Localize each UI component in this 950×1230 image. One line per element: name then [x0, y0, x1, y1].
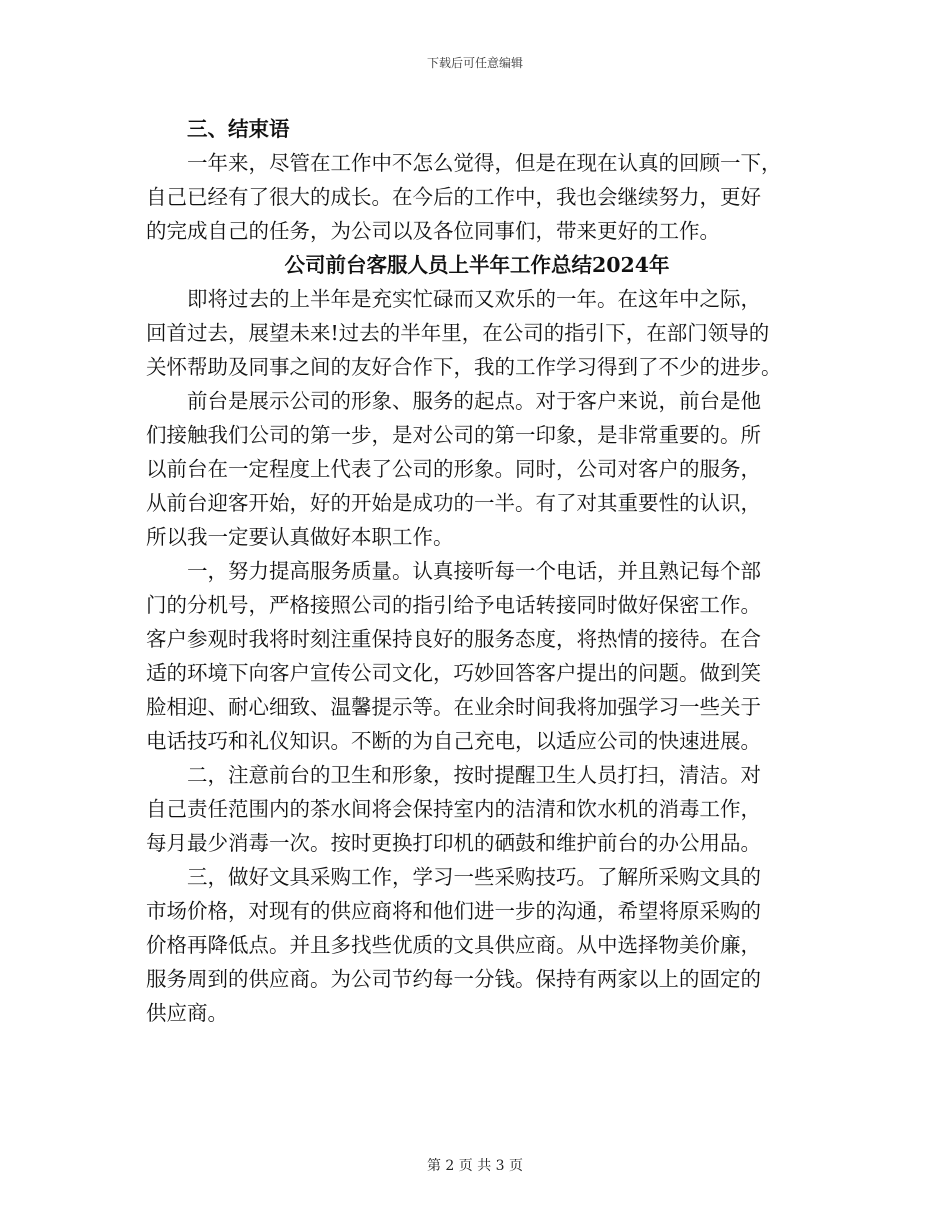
text-line: 从前台迎客开始，好的开始是成功的一半。有了对其重要性的认识， [146, 491, 761, 515]
text-line: 的完成自己的任务，为公司以及各位同事们，带来更好的工作。 [146, 219, 720, 243]
paragraph [146, 554, 808, 758]
text-line: 电话技巧和礼仪知识。不断的为自己充电，以适应公司的快速进展。 [146, 729, 761, 753]
text-line: 客户参观时我将时刻注重保持良好的服务态度，将热情的接待。在合 [146, 627, 761, 651]
section-heading: 三、结束语 [187, 117, 290, 141]
page-footer: 第 2 页 共 3 页 [426, 1158, 524, 1174]
text-line: 一，努力提高服务质量。认真接听每一个电话，并且熟记每个部 [187, 559, 761, 583]
text-line: 二，注意前台的卫生和形象，按时提醒卫生人员打扫，清洁。对 [187, 763, 761, 787]
text-line: 每月最少消毒一次。按时更换打印机的硒鼓和维护前台的办公用品。 [146, 831, 761, 855]
text-line: 供应商。 [146, 1001, 228, 1025]
text-line: 服务周到的供应商。为公司节约每一分钱。保持有两家以上的固定的 [146, 967, 761, 991]
document-title: 公司前台客服人员上半年工作总结2024年 [284, 253, 670, 277]
text-line: 市场价格，对现有的供应商将和他们进一步的沟通，希望将原采购的 [146, 899, 761, 923]
text-line: 回首过去，展望未来!过去的半年里，在公司的指引下，在部门领导的 [146, 321, 770, 345]
text-line: 三，做好文具采购工作，学习一些采购技巧。了解所采购文具的 [187, 865, 761, 889]
text-line: 以前台在一定程度上代表了公司的形象。同时，公司对客户的服务， [146, 457, 761, 481]
text-line: 自己已经有了很大的成长。在今后的工作中，我也会继续努力，更好 [146, 185, 761, 209]
paragraph [146, 282, 808, 384]
text-line: 即将过去的上半年是充实忙碌而又欢乐的一年。在这年中之际， [187, 287, 761, 311]
section-paragraph [146, 146, 808, 248]
text-line: 所以我一定要认真做好本职工作。 [146, 525, 454, 549]
paragraph [146, 860, 808, 1030]
text-line: 前台是展示公司的形象、服务的起点。对于客户来说，前台是他 [187, 389, 761, 413]
text-line: 适的环境下向客户宣传公司文化，巧妙回答客户提出的问题。做到笑 [146, 661, 761, 685]
document-body [146, 112, 808, 1030]
text-line: 门的分机号，严格接照公司的指引给予电话转接同时做好保密工作。 [146, 593, 761, 617]
paragraph [146, 758, 808, 860]
text-line: 关怀帮助及同事之间的友好合作下，我的工作学习得到了不少的进步。 [146, 355, 782, 379]
text-line: 一年来，尽管在工作中不怎么觉得，但是在现在认真的回顾一下， [187, 151, 782, 175]
text-line: 自己责任范围内的茶水间将会保持室内的洁清和饮水机的消毒工作， [146, 797, 761, 821]
text-line: 价格再降低点。并且多找些优质的文具供应商。从中选择物美价廉， [146, 933, 761, 957]
page-header: 下载后可任意编辑 [426, 56, 523, 70]
text-line: 脸相迎、耐心细致、温馨提示等。在业余时间我将加强学习一些关于 [146, 695, 761, 719]
paragraph [146, 384, 808, 554]
text-line: 们接触我们公司的第一步，是对公司的第一印象，是非常重要的。所 [146, 423, 761, 447]
